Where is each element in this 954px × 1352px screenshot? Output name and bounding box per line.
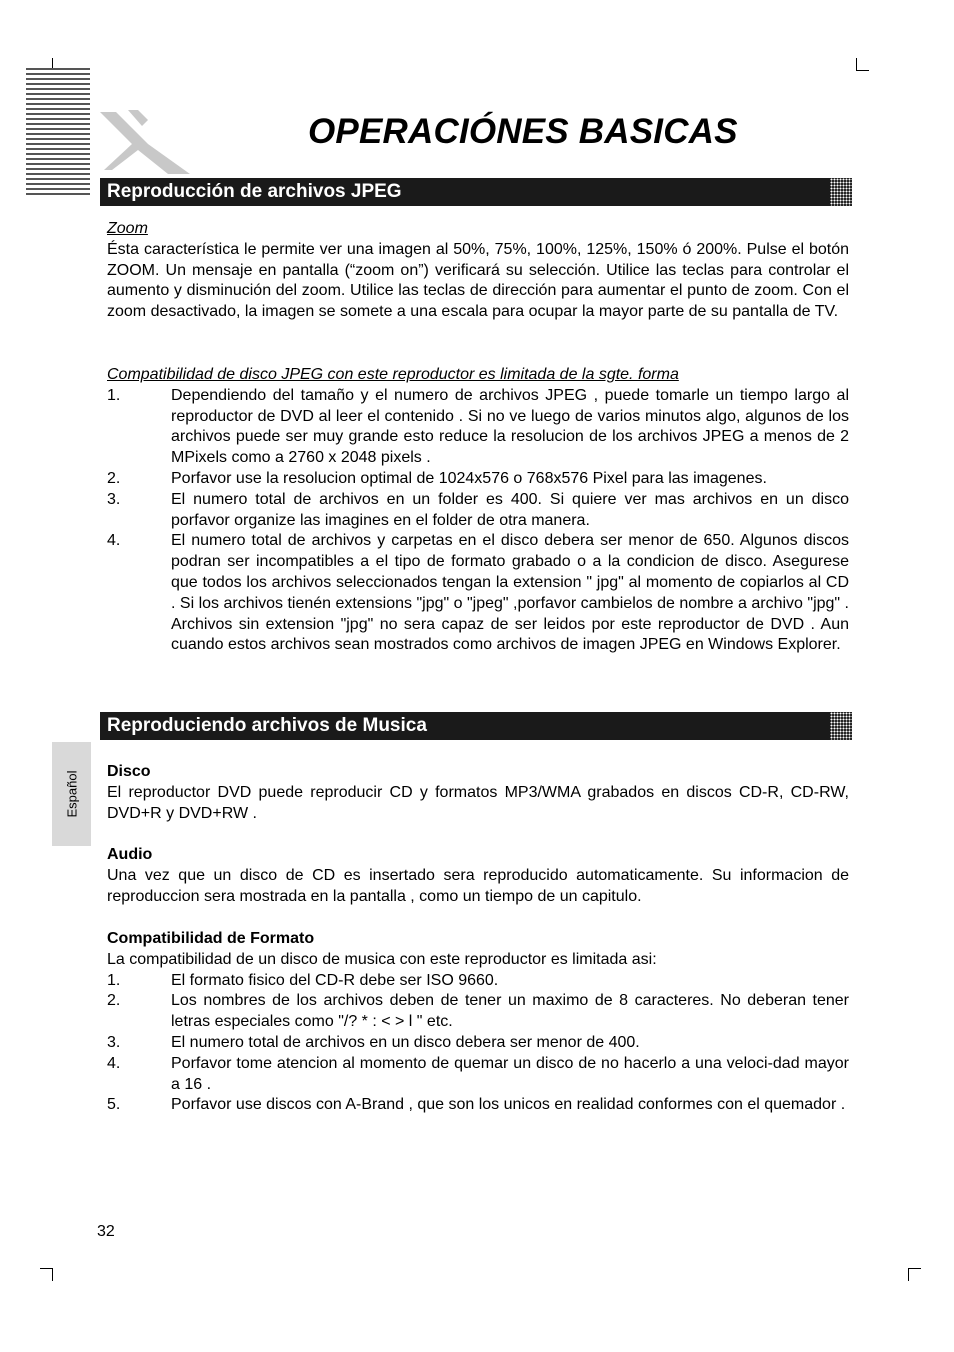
- section-header-jpeg: [100, 178, 852, 206]
- formato-heading: Compatibilidad de Formato: [107, 930, 315, 947]
- audio-paragraph: Una vez que un disco de CD es insertado sera reproducido automaticamente. Su informacion de reproduccion sera mostrada en la pantalla , como un tiempo de un capitulo.: [107, 866, 849, 905]
- list-item: 2. Porfavor use la resolucion optimal de 1024x576 o 768x576 Pixel para las imagenes.: [107, 469, 767, 487]
- jpeg-compat-block: [107, 365, 849, 656]
- list-item: 1. El formato fisico del CD-R debe ser ISO 9660.: [107, 971, 499, 989]
- page-title: OPERACIÓNES BASICAS: [308, 112, 738, 151]
- crop-mark-bottom-right: [908, 1268, 921, 1281]
- zoom-heading: Zoom: [107, 220, 148, 237]
- list-item: 4. El numero total de archivos y carpetas en el disco debera ser menor de 650. Algunos discos podran ser incompatibles a el tipo de formato grabado o a la condicion de disco. Asegurese que todos los archivos seleccionados tengan la extension " jpg" al momento de copiarlos al CD . Si los archivos tienén extensions "jpg" o "jpeg" ,porfavor cambielos de nombre a archivo "jpg" . Archivos sin extension "jpg" no sera capaz de ser leidos por este reproductor de DVD . Aun cuando estos archivos sean mostrados como archivos de imagen JPEG en Windows Explorer.: [107, 532, 849, 654]
- section-header-music: [100, 712, 852, 740]
- list-item: 3. El numero total de archivos en un disco debera ser menor de 400.: [107, 1033, 640, 1051]
- dot-pattern-icon: [830, 712, 864, 740]
- zoom-paragraph: Ésta característica le permite ver una imagen al 50%, 75%, 100%, 125%, 150% ó 200%. Pulse el botón ZOOM. Un mensaje en pantalla (“zoom on”) verificará su selección. Utilice las teclas para controlar el aumento y disminución del zoom. Utilice las teclas de dirección para aumentar el punto de zoom. Con el zoom desactivado, la imagen se somete a una escala para ocupar la mayor parte de su pantalla de TV.: [107, 240, 849, 321]
- formato-block: [107, 929, 849, 1116]
- disco-paragraph: El reproductor DVD puede reproducir CD y formatos MP3/WMA grabados en discos CD-R, CD-RW, DVD+R y DVD+RW .: [107, 783, 849, 822]
- x-logo-icon: [98, 104, 198, 181]
- section-header-label: Reproduciendo archivos de Musica: [107, 715, 427, 736]
- list-item: 3. El numero total de archivos en un folder es 400. Si quiere ver mas archivos en un disco porfavor organize las imagines en el folder de otra manera.: [107, 490, 849, 529]
- jpeg-section-body: [107, 219, 849, 323]
- formato-list: [107, 971, 849, 1117]
- formato-intro: La compatibilidad de un disco de musica con este reproductor es limitada asi:: [107, 950, 657, 968]
- disco-heading: Disco: [107, 763, 151, 780]
- list-item: 4. Porfavor tome atencion al momento de quemar un disco de no hacerlo a una veloci-dad mayor a 16 .: [107, 1054, 849, 1093]
- list-item: 5. Porfavor use discos con A-Brand , que son los unicos en realidad conformes con el quemador .: [107, 1096, 846, 1114]
- dot-pattern-icon: [830, 178, 864, 206]
- section-header-label: Reproducción de archivos JPEG: [107, 181, 402, 202]
- audio-heading: Audio: [107, 846, 153, 863]
- page-number: 32: [97, 1223, 115, 1240]
- crop-mark-top-right: [856, 58, 869, 71]
- crop-mark-bottom-left: [40, 1268, 53, 1281]
- jpeg-compat-list: [107, 386, 849, 656]
- disco-block: [107, 762, 849, 824]
- list-item: 1. Dependiendo del tamaño y el numero de archivos JPEG , puede tomarle un tiempo largo al reproductor de DVD al leer el contenido . Si no ve luego de varios minutos algo, algunos de los archivos puede ser muy grande esto reduce la resolucion de los archivos JPEG a menos de 2 MPixels como a 2760 x 2048 pixels .: [107, 386, 849, 467]
- language-side-tab: [52, 742, 91, 846]
- jpeg-compat-heading: Compatibilidad de disco JPEG con este reproductor es limitada de la sgte. forma: [107, 366, 679, 383]
- list-item: 2. Los nombres de los archivos deben de tener un maximo de 8 caracteres. No deberan tener letras especiales como "/? * : < > l " etc.: [107, 992, 849, 1031]
- audio-block: [107, 845, 849, 907]
- language-label: Español: [64, 770, 80, 818]
- striped-margin-bar: [26, 68, 90, 198]
